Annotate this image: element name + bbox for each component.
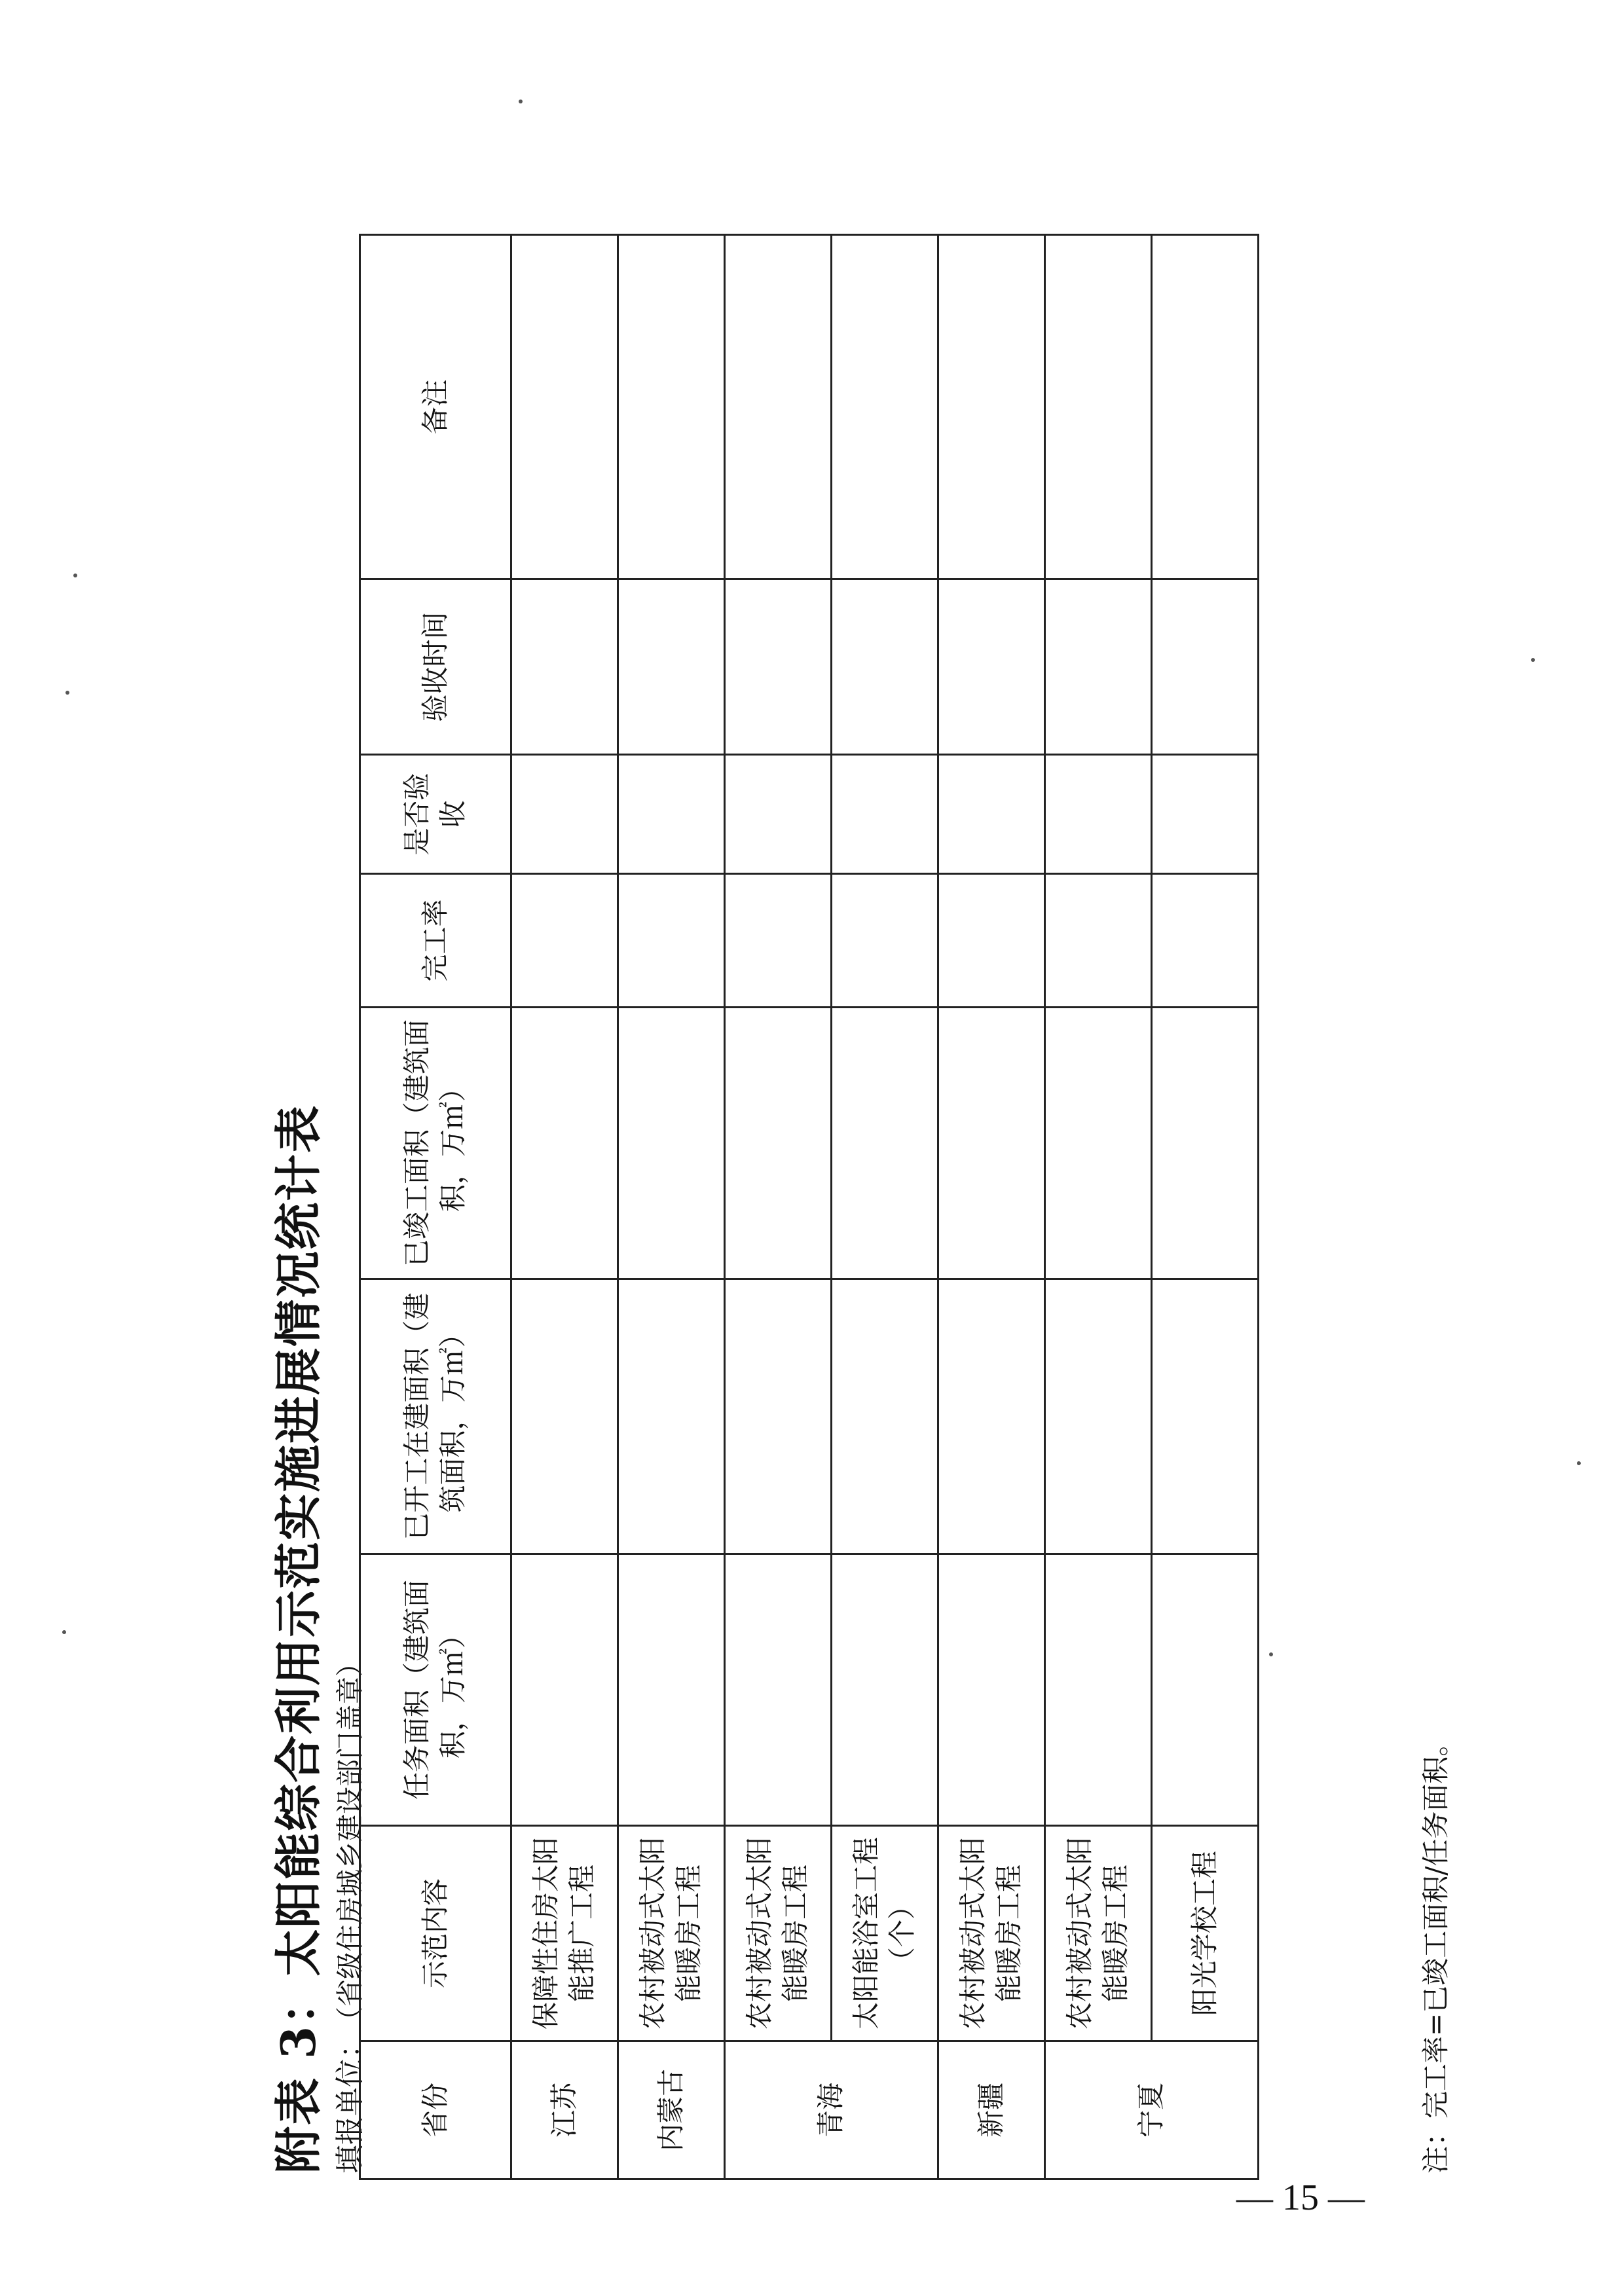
data-cell[interactable] [725, 579, 832, 755]
data-cell[interactable] [1152, 1554, 1259, 1826]
data-cell[interactable] [725, 1554, 832, 1826]
data-cell[interactable] [938, 1554, 1045, 1826]
data-cell[interactable] [725, 1279, 832, 1554]
data-cell[interactable] [1152, 755, 1259, 874]
data-cell[interactable] [1045, 1554, 1152, 1826]
rotated-page-content [242, 223, 1454, 2187]
data-cell[interactable] [938, 755, 1045, 874]
data-cell[interactable] [511, 1279, 618, 1554]
header-province: 省份 [360, 2041, 511, 2179]
data-cell[interactable] [832, 755, 938, 874]
content-cell: 农村被动式太阳能暖房工程 [1045, 1826, 1152, 2041]
data-cell[interactable] [1152, 1008, 1259, 1279]
data-cell[interactable] [938, 579, 1045, 755]
header-accepted: 是否验收 [360, 755, 511, 874]
content-cell: 保障性住房太阳能推广工程 [511, 1826, 618, 2041]
data-cell[interactable] [1152, 1279, 1259, 1554]
reporting-unit-value: （省级住房城乡建设部门盖章） [334, 1649, 366, 2020]
data-cell[interactable] [618, 1008, 725, 1279]
page-number: — 15 — [1236, 2178, 1365, 2218]
data-cell[interactable] [1045, 874, 1152, 1008]
data-cell[interactable] [832, 235, 938, 579]
table-row [1152, 235, 1259, 2179]
scan-speck [1577, 1461, 1581, 1465]
content-cell: 农村被动式太阳能暖房工程 [725, 1826, 832, 2041]
data-cell[interactable] [511, 579, 618, 755]
data-cell[interactable] [832, 1279, 938, 1554]
data-cell[interactable] [725, 755, 832, 874]
header-started-area: 已开工在建面积（建筑面积，万㎡） [360, 1279, 511, 1554]
scan-speck [65, 691, 69, 695]
header-remarks: 备注 [360, 235, 511, 579]
data-cell[interactable] [511, 874, 618, 1008]
data-cell[interactable] [832, 579, 938, 755]
province-cell: 宁夏 [1045, 2041, 1259, 2179]
data-cell[interactable] [1045, 235, 1152, 579]
data-cell[interactable] [725, 1008, 832, 1279]
data-cell[interactable] [1045, 1279, 1152, 1554]
reporting-unit-label: 填报单位： [333, 2030, 367, 2174]
data-cell[interactable] [1045, 1008, 1152, 1279]
header-completion-rate: 完工率 [360, 874, 511, 1008]
data-cell[interactable] [832, 874, 938, 1008]
scan-speck [519, 100, 523, 103]
table-header-row [360, 235, 511, 2179]
header-task-area: 任务面积（建筑面积，万㎡） [360, 1554, 511, 1826]
content-cell: 农村被动式太阳能暖房工程 [938, 1826, 1045, 2041]
table-note: 注：完工率=已竣工面积/任务面积。 [1420, 1728, 1452, 2174]
header-content: 示范内容 [360, 1826, 511, 2041]
header-acceptance-time: 验收时间 [360, 579, 511, 755]
header-completed-area: 已竣工面积（建筑面积，万㎡） [360, 1008, 511, 1279]
data-cell[interactable] [1045, 579, 1152, 755]
data-cell[interactable] [938, 1279, 1045, 1554]
data-cell[interactable] [1045, 755, 1152, 874]
table-row [618, 235, 725, 2179]
data-cell[interactable] [618, 235, 725, 579]
data-cell[interactable] [832, 1554, 938, 1826]
table-row [832, 235, 938, 2179]
data-cell[interactable] [725, 874, 832, 1008]
data-cell[interactable] [618, 1279, 725, 1554]
province-cell: 新疆 [938, 2041, 1045, 2179]
data-cell[interactable] [1152, 874, 1259, 1008]
data-cell[interactable] [832, 1008, 938, 1279]
scan-speck [1531, 658, 1535, 662]
data-cell[interactable] [1152, 579, 1259, 755]
province-cell: 内蒙古 [618, 2041, 725, 2179]
data-cell[interactable] [618, 579, 725, 755]
content-cell: 农村被动式太阳能暖房工程 [618, 1826, 725, 2041]
data-cell[interactable] [938, 235, 1045, 579]
data-cell[interactable] [511, 1554, 618, 1826]
table-row [511, 235, 618, 2179]
data-cell[interactable] [618, 874, 725, 1008]
scan-speck [62, 1630, 66, 1634]
progress-statistics-table [359, 234, 1259, 2180]
table-row [1045, 235, 1152, 2179]
data-cell[interactable] [618, 1554, 725, 1826]
table-row [725, 235, 832, 2179]
data-cell[interactable] [1152, 235, 1259, 579]
data-cell[interactable] [618, 755, 725, 874]
data-cell[interactable] [938, 874, 1045, 1008]
data-cell[interactable] [511, 755, 618, 874]
document-title: 附表 3：太阳能综合利用示范实施进展情况统计表 [270, 1104, 326, 2174]
data-cell[interactable] [511, 1008, 618, 1279]
data-cell[interactable] [938, 1008, 1045, 1279]
content-cell: 阳光学校工程 [1152, 1826, 1259, 2041]
data-cell[interactable] [511, 235, 618, 579]
scan-speck [1269, 1652, 1273, 1656]
scan-speck [73, 574, 77, 577]
province-cell: 青海 [725, 2041, 938, 2179]
content-cell: 太阳能浴室工程（个） [832, 1826, 938, 2041]
data-cell[interactable] [725, 235, 832, 579]
table-row [938, 235, 1045, 2179]
province-cell: 江苏 [511, 2041, 618, 2179]
